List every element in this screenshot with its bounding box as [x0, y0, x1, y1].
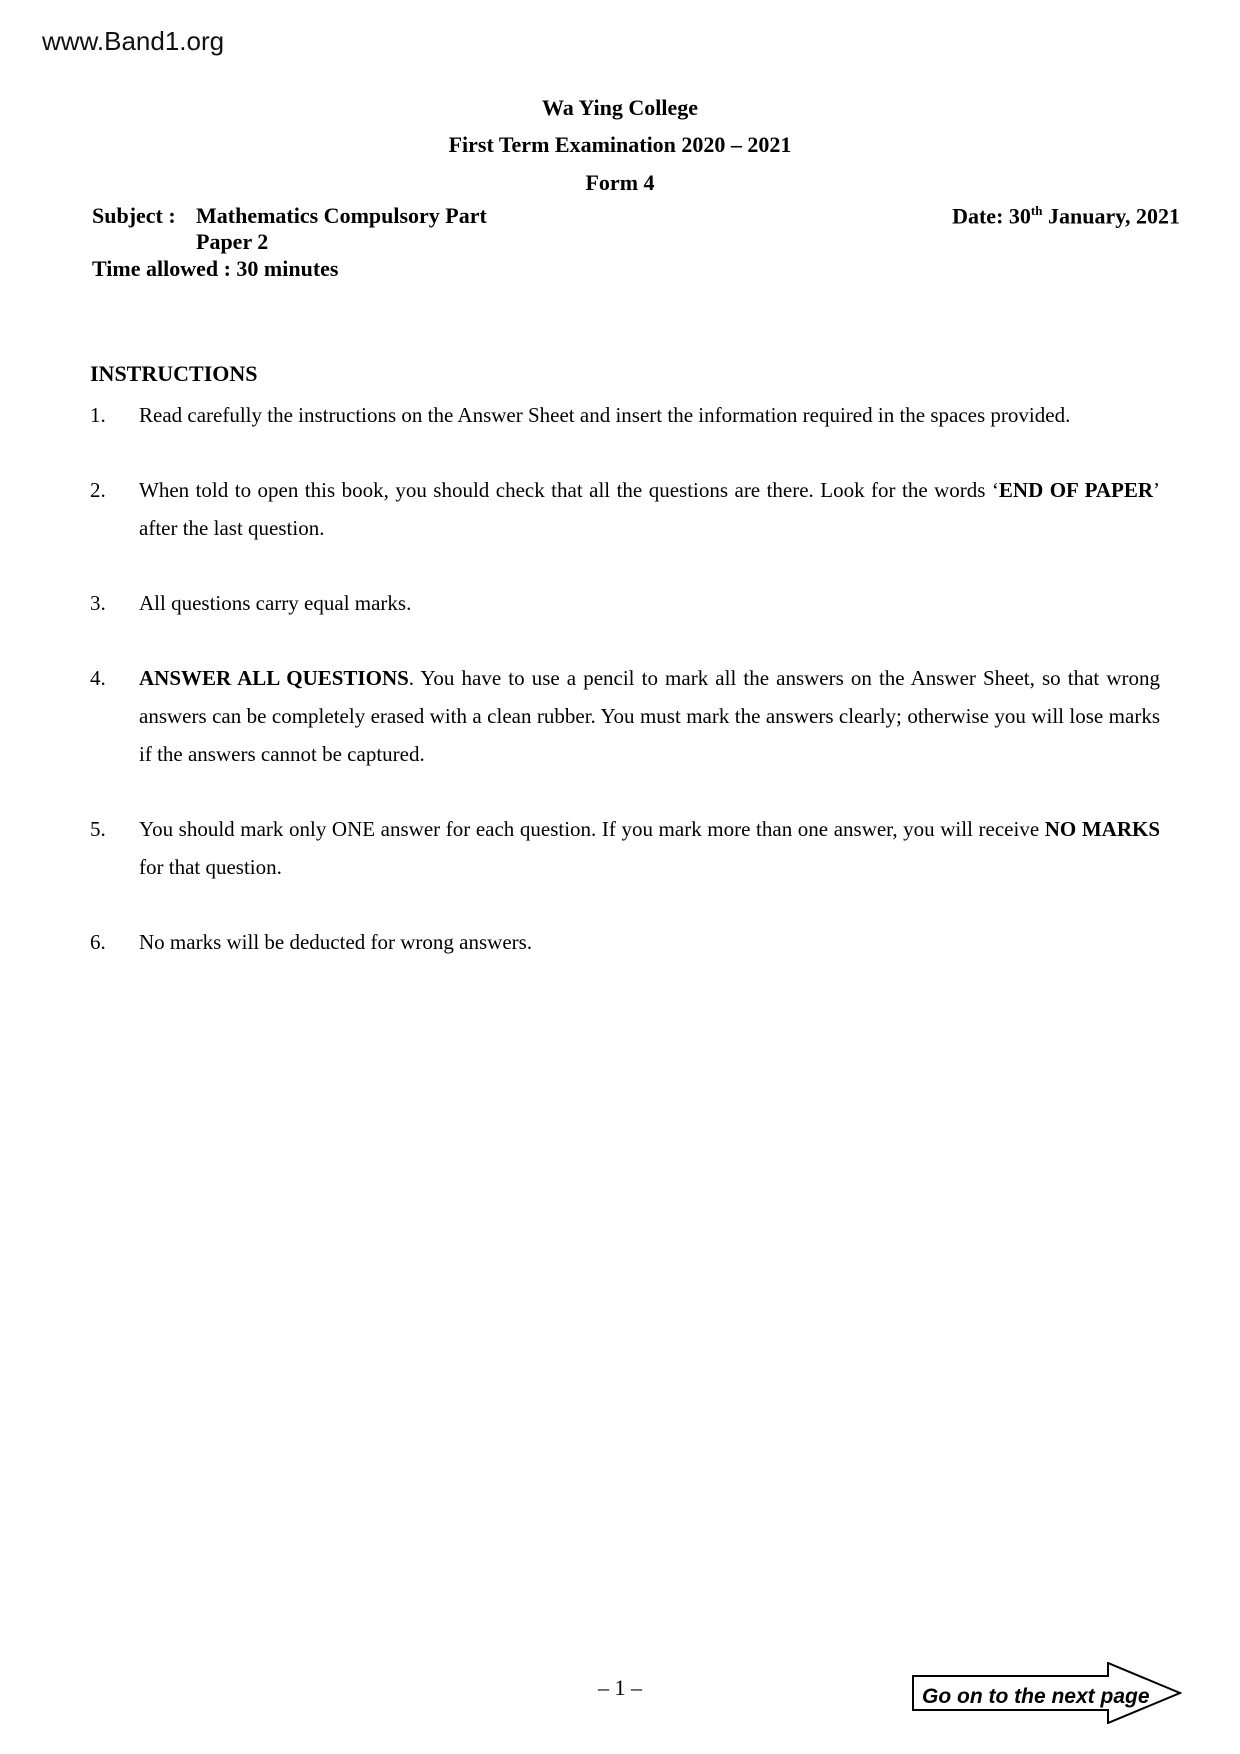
instruction-item — [90, 584, 1160, 622]
date-prefix: Date: 30 — [952, 203, 1031, 229]
watermark-url: www.Band1.org — [42, 26, 225, 56]
form-level: Form 4 — [585, 170, 655, 195]
instruction-item — [90, 471, 1160, 547]
instruction-number: 4. — [90, 666, 106, 690]
exam-date — [952, 203, 1180, 229]
instruction-run: You should mark only ONE answer for each question. If you mark more than one answer, you will receive — [139, 817, 1045, 841]
instruction-number: 5. — [90, 817, 106, 841]
instruction-run: ’ after the last question. — [139, 478, 1160, 540]
instruction-run: . You have to use a pencil to mark all the answers on the Answer Sheet, so that wrong answers can be completely erased with a clean rubber. You must mark the answers clearly; otherwise you will lose marks if the answers cannot be captured. — [139, 666, 1161, 766]
time-allowed: Time allowed : 30 minutes — [92, 256, 339, 281]
instruction-text — [139, 659, 1160, 773]
instruction-item — [90, 810, 1160, 886]
instruction-emphasis: NO MARKS — [1044, 817, 1160, 841]
instruction-item — [90, 396, 1160, 434]
instruction-text — [139, 471, 1160, 547]
date-superscript: th — [1030, 203, 1043, 218]
date-suffix: January, 2021 — [1042, 203, 1180, 229]
instruction-run: No marks will be deducted for wrong answers. — [139, 930, 533, 954]
instruction-number: 1. — [90, 403, 106, 427]
instruction-text — [139, 584, 1160, 622]
instructions-heading: INSTRUCTIONS — [90, 361, 258, 386]
instruction-text — [139, 396, 1160, 434]
instruction-run: Read carefully the instructions on the Answer Sheet and insert the information required in the spaces provided. — [139, 403, 1071, 427]
instruction-emphasis: END OF PAPER — [998, 478, 1153, 502]
instruction-number: 3. — [90, 591, 106, 615]
instruction-item — [90, 659, 1160, 773]
next-page-arrow — [912, 1662, 1182, 1724]
subject-label: Subject : — [92, 203, 176, 228]
instruction-number: 2. — [90, 478, 106, 502]
instruction-text — [139, 810, 1160, 886]
instruction-number: 6. — [90, 930, 106, 954]
next-page-label: Go on to the next page — [922, 1685, 1150, 1708]
paper-number: Paper 2 — [196, 229, 269, 254]
page-number: – 1 – — [598, 1675, 642, 1700]
instruction-text — [139, 923, 1160, 961]
instruction-item — [90, 923, 1160, 961]
instruction-run: All questions carry equal marks. — [139, 591, 412, 615]
instruction-run: When told to open this book, you should check that all the questions are there. Look for the words ‘ — [139, 478, 999, 502]
exam-title: First Term Examination 2020 – 2021 — [448, 132, 792, 157]
instruction-emphasis: ANSWER ALL QUESTIONS — [139, 666, 409, 690]
school-name: Wa Ying College — [541, 95, 699, 120]
subject-value: Mathematics Compulsory Part — [196, 203, 487, 228]
instruction-run: for that question. — [139, 855, 282, 879]
